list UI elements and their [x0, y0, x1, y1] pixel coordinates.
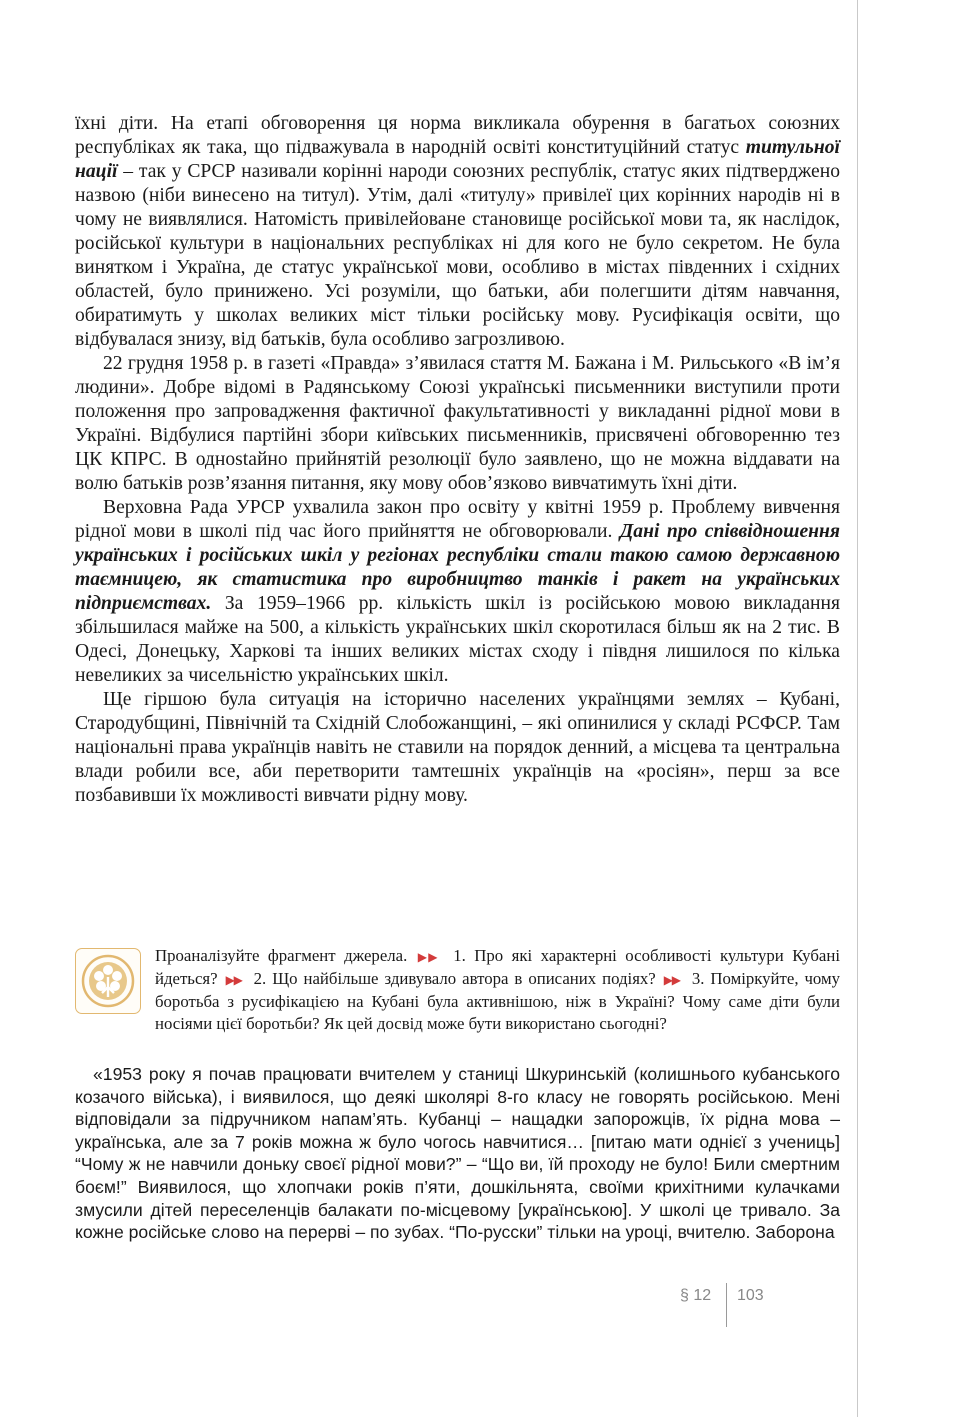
source-quote: [75, 1063, 840, 1244]
paragraph-3-emphasis: Дані про співвідношення українських і російських шкіл у регіонах республіки стали такою самою державною таємницею, як статистика про виробництво танків і ракет на українських підприємствах.: [75, 521, 840, 614]
paragraph-4: Ще гіршою була ситуація на історично населених українцями землях – Кубані, Стародубщині, Північній та Східній Слобожанщині, – які опинилися у складі РСФСР. Там національні права українців навіть не ставили на порядок денний, а місцева та центральна влади робили все, аби перетворити тамтешніх українців на «росіян», перш за все позбавивши їх можливості вивчати рідну мову.: [75, 689, 840, 806]
paragraph-3-rest: За 1959–1966 рр. кількість шкіл із російською мовою викладання збільшилася майже на 500, а кількість українських шкіл скоротилася більш як на 2 тис. В Одесі, Донецьку, Харкові та інших великих містах сходу і півдня лишилося по кілька невеликих за чисельністю українських шкіл.: [75, 593, 840, 686]
source-task: [75, 945, 840, 1035]
page-edge-line: [857, 0, 858, 1417]
paragraph-1-text: їхні діти. На етапі обговорення ця норма викликала обурення в багатьох союзних республіках як така, що підважувала в народній освіті конституційний статус: [75, 113, 840, 158]
double-arrow-icon: ▶▶: [417, 950, 439, 964]
task-question-1: 1. Про які характерні особливості культури Кубані йдеться?: [155, 946, 840, 988]
paragraph-3: [75, 496, 840, 688]
double-arrow-icon: ▶▶: [663, 973, 680, 987]
paragraph-1-rest: – так у СРСР називали корінні народи союзних республік, статус яких підтверджено назвою (ніби винесено на титул). Утім, далі «титулу» привілеї цих корінних народів ні в чому не виявлялися. Натомість привілейоване становище російської мови та, як наслідок, російської культури в національних республіках ні для кого не було секретом. Не була винятком і Україна, де статус української мови, особливо в містах південних і східних областей, було принижено. Усі розуміли, що батьки, аби полегшити дітям навчання, обиратимуть у школах великих міст тільки російську мову. Русифікація освіти, що відбувалася знизу, від батьків, була особливо загрозливою.: [75, 161, 840, 350]
paragraph-1: [75, 112, 840, 352]
double-arrow-icon: ▶▶: [225, 973, 242, 987]
quote-text: «1953 року я почав працювати вчителем у станиці Шкуринській (колишнього кубанського козачого війська), і виявилося, що деякі школярі 8-го класу не говорять російською. Мені відповідали за підручником напам’ять. Кубанці – нащадки запорожців, їх рідна мова – українська, але за 7 років можна ж було чогось навчитися… [питаю мати однієї з учениць] “Чому ж не навчили доньку своєї рідної мови?” – “Що ви, їй проходу не було! Били смертним боєм!” Виявилося, що хлопчаки років п’яти, дошкільнята, своїми крихітними кулачками змусили дітей переселенців балакати по-місцевому [українською]. У школі це тривало. За кожне російське слово на перерві – по зубах. “По-русски” тільки на уроці, вчителю. Заборона: [75, 1064, 840, 1243]
section-number: § 12: [680, 1287, 712, 1304]
paragraph-3-text: Верховна Рада УРСР ухвалила закон про освіту у квітні 1959 р. Проблему вивчення рідної мови в школі під час його прийняття не обговорювали.: [75, 497, 840, 542]
paragraph-2: 22 грудня 1958 р. в газеті «Правда» з’явилася стаття М. Бажана і М. Рильського «В ім’я людини». Добре відомі в Радянському Союзі українські письменники виступили проти положення про запровадження фактичної факультативності у викладанні рідної мови в Україні. Відбулися партійні збори київських письменників, присвячені обговоренню тез ЦК КПРС. В однostайно прийнятій резолюції було заявлено, що не можна віддавати на волю батьків розв’язання питання, яку мову обов’язково вивчатимуть їхні діти.: [75, 353, 840, 494]
term-titular-nation: титульної нації: [75, 137, 840, 182]
page-number: 103: [737, 1287, 764, 1304]
main-text: [75, 112, 840, 808]
task-question-3: 3. Поміркуйте, чому боротьба з русифікацією на Кубані була активнішою, ніж в Україні? Чому саме діти були носіями цієї боротьби? Як цей досвід може бути використано сьогодні?: [155, 969, 841, 1033]
footer-divider: [726, 1283, 727, 1327]
task-question-2: 2. Що найбільше здивувало автора в описаних подіях?: [253, 969, 656, 988]
source-analysis-icon: [75, 948, 141, 1014]
task-intro: Проаналізуйте фрагмент джерела.: [155, 946, 408, 965]
